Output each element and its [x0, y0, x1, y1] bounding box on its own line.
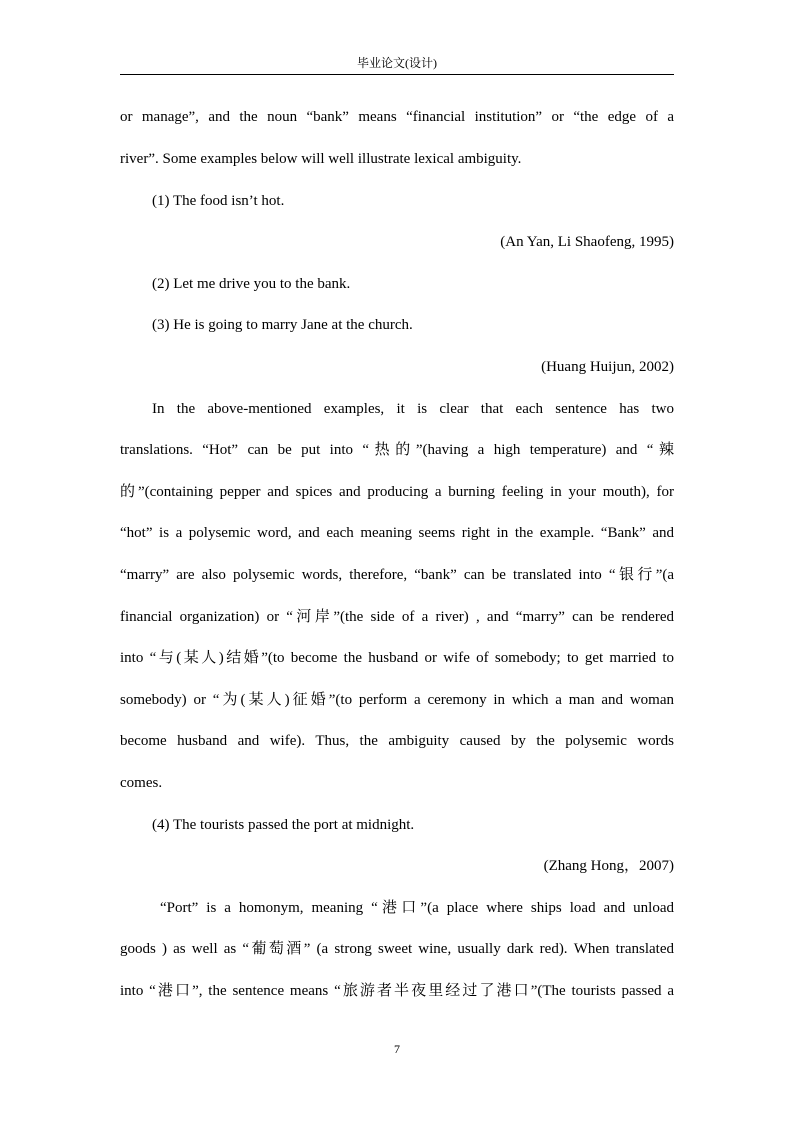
- example-sentence: (4) The tourists passed the port at midnight.: [152, 817, 415, 833]
- citation: (Huang Huijun, 2002): [541, 359, 674, 375]
- example-sentence: (3) He is going to marry Jane at the church.: [152, 317, 413, 333]
- citation: (Zhang Hong，2007): [543, 858, 674, 874]
- body-line: into “与(某人)结婚”(to become the husband or wife of somebody; to get married to: [120, 650, 674, 666]
- body-line: goods ) as well as “葡萄酒” (a strong sweet wine, usually dark red). When translated: [120, 941, 674, 957]
- body-line: “marry” are also polysemic words, therefore, “bank” can be translated into “银行”(a: [120, 567, 674, 583]
- body-line: 的”(containing pepper and spices and producing a burning feeling in your mouth), for: [120, 484, 674, 500]
- body-line: “hot” is a polysemic word, and each meaning seems right in the example. “Bank” and: [120, 525, 674, 541]
- page-number: 7: [394, 1042, 400, 1056]
- body-line: or manage”, and the noun “bank” means “financial institution” or “the edge of a: [120, 109, 674, 125]
- example-sentence: (2) Let me drive you to the bank.: [152, 276, 351, 292]
- body-line: comes.: [120, 775, 163, 791]
- body-line: In the above-mentioned examples, it is clear that each sentence has two: [152, 401, 674, 417]
- body-line: financial organization) or “河岸”(the side of a river) , and “marry” can be rendered: [120, 609, 674, 625]
- body-line: river”. Some examples below will well illustrate lexical ambiguity.: [120, 151, 522, 167]
- body-line: become husband and wife). Thus, the ambiguity caused by the polysemic words: [120, 733, 674, 749]
- citation: (An Yan, Li Shaofeng, 1995): [500, 234, 674, 250]
- body-line: translations. “Hot” can be put into “热的”(having a high temperature) and “辣: [120, 442, 674, 458]
- page-header: 毕业论文(设计): [357, 56, 437, 70]
- body-line: “Port” is a homonym, meaning “港口”(a place where ships load and unload: [160, 900, 674, 916]
- body-line: into “港口”, the sentence means “旅游者半夜里经过了港口”(The tourists passed a: [120, 983, 674, 999]
- header-rule: [120, 74, 674, 75]
- body-line: somebody) or “为(某人)征婚”(to perform a ceremony in which a man and woman: [120, 692, 674, 708]
- example-sentence: (1) The food isn’t hot.: [152, 193, 285, 209]
